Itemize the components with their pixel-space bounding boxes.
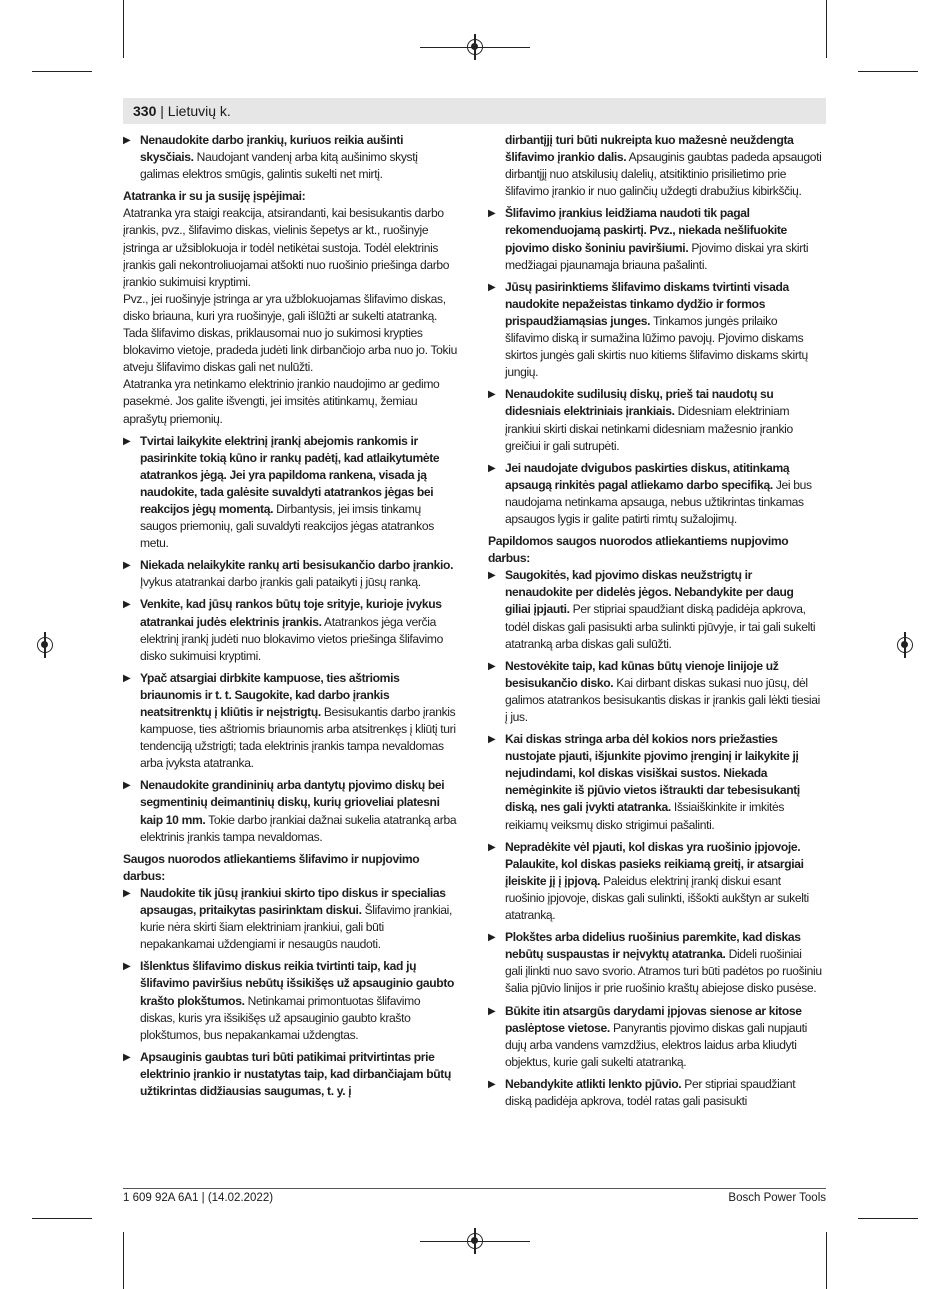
item-text: Šlifavimo įrankiai, kurie nėra skirti šiam elektriniam įrankiui, gali būti nepakankamai uždengiami ir nesaugūs naudoti. — [140, 903, 453, 952]
item-bold: Nenaudokite darbo įrankių, kuriuos reikia aušinti skysčiais. — [140, 133, 404, 165]
registration-mark-top — [467, 39, 483, 55]
crop-mark-top-left-h — [32, 71, 92, 72]
item-text: Tinkamos jungės prilaiko šlifavimo diską ir sumažina lūžimo pavojų. Pjovimo diskams skirtos jungės gali skirtis nuo kitiems šlifavimo diskams skirtų jungių. — [505, 313, 808, 380]
safety-item-recommended-use — [488, 205, 822, 273]
item-bold: Nenaudokite sudilusių diskų, prieš tai naudotų su didesniais elektriniais įrankiais. — [505, 387, 774, 419]
item-text: Pjovimo diskai yra skirti medžiagai pjaunamąja briauna pašalinti. — [505, 240, 809, 272]
item-bold: Nenaudokite grandininių arba dantytų pjovimo diskų bei segmentinių deimantinių diskų, kurių grioveliai platesni kaip 10 mm. — [140, 778, 445, 827]
item-bold: Išlenktus šlifavimo diskus reikia tvirtinti taip, kad jų šlifavimo paviršius nebūtų išsikišęs už apsauginio gaubto krašto plokštumos. — [140, 959, 455, 1008]
item-text: Kai dirbant diskas sukasi nuo jūsų, dėl galimos atatrankos besisukantis diskas ir įrankis gali lėkti tiesiai į jus. — [505, 675, 820, 724]
item-bold: Apsauginis gaubtas turi būti patikimai pritvirtintas prie elektrinio įrankio ir nustatytas taip, kad dirbančiajam būtų užtikrintas didžiausias saugumas, t. y. į — [140, 1049, 451, 1098]
safety-item-liquid-cooling — [123, 132, 457, 183]
bullet-icon: ▶ — [488, 570, 496, 582]
item-bold: Jūsų pasirinktiems šlifavimo diskams tvirtinti visada naudokite nepažeistas tinkamo dydžio ir formos prispaudžiamąsias junges. — [505, 279, 789, 328]
safety-item-stance — [488, 658, 822, 726]
safety-item-pocket-cuts — [488, 1003, 822, 1071]
safety-item-worn-discs — [488, 386, 822, 454]
registration-mark-bottom — [467, 1233, 483, 1249]
item-bold: Šlifavimo įrankius leidžiama naudoti tik pagal rekomenduojamą paskirtį. Pvz., niekada nešlifuokite pjovimo disko šoniniu paviršiumi. — [505, 206, 787, 255]
safety-item-saw-chain — [123, 777, 457, 845]
item-bold: Venkite, kad jūsų rankos būtų toje srityje, kurioje įvykus atatrankai judės elektrinis įrankis. — [140, 597, 442, 629]
item-bold: Plokštes arba didelius ruošinius paremkite, kad diskas nebūtų suspaustas ir neįvyktų atatranka. — [505, 930, 801, 962]
bullet-icon: ▶ — [488, 462, 496, 474]
item-text: Naudojant vandenį arba kitą aušinimo skystį galimas elektros smūgis, galintis sukelti net mirtį. — [140, 150, 418, 182]
bullet-icon: ▶ — [488, 660, 496, 672]
safety-item-curved-cut — [488, 1076, 822, 1110]
bullet-icon: ▶ — [488, 932, 496, 944]
page-header — [133, 102, 231, 120]
item-bold: Ypač atsargiai dirbkite kampuose, ties aštriomis briaunomis ir t. t. Saugokite, kad darbo įrankis neatsitrenktų į kliūtis ir neįstrigtų. — [140, 670, 400, 719]
bullet-icon: ▶ — [123, 961, 131, 973]
footer-doc-code: 1 609 92A 6A1 | (14.02.2022) — [123, 1192, 274, 1204]
item-bold: Saugokitės, kad pjovimo diskas neužstrigtų ir nenaudokite per didelės jėgos. Nebandykite per daug giliai įpjauti. — [505, 568, 794, 617]
bullet-icon: ▶ — [123, 887, 131, 899]
footer-brand: Bosch Power Tools — [728, 1192, 826, 1204]
header-separator: | — [160, 103, 164, 119]
item-bold: Nepradėkite vėl pjauti, kol diskas yra ruošinio įpjovoje. Palaukite, kol diskas pasieks reikiamą greitį, ir atsargiai įleiskite jį į įpjovą. — [505, 839, 804, 888]
item-text: Išsiaiškinkite ir imkitės reikiamų veiksmų disko strigimui pašalinti. — [505, 800, 785, 832]
safety-item-corners — [123, 670, 457, 773]
crop-mark-bottom-left-h — [32, 1218, 92, 1219]
item-text: Panyrantis pjovimo diskas gali nupjauti dujų arba vandens vamzdžius, elektros laidus arba kliudyti objektus, kurie gali sukelti atatranką. — [505, 1020, 808, 1069]
left-column — [123, 132, 457, 1105]
bullet-icon: ▶ — [123, 780, 131, 792]
safety-item-guard — [123, 1049, 457, 1100]
item-bold: dirbantįjį turi būti nukreipta kuo mažesnė neuždengta šlifavimo įrankio dalis. — [505, 133, 794, 165]
paragraph: Atatranka yra netinkamo elektrinio įrankio naudojimo ar gedimo pasekmė. Jos galite išvengti, jei imsitės atitinkamų, žemiau aprašytų priemonių. — [123, 377, 440, 426]
item-text: Dideli ruošiniai gali įlinkti nuo savo svorio. Atramos turi būti padėtos po ruošiniu šalia pjūvio linijos ir prie ruošinio kraštų abiejose disko pusėse. — [505, 947, 822, 996]
safety-item-hold-firmly — [123, 433, 457, 553]
bullet-icon: ▶ — [123, 435, 131, 447]
item-text: Netinkamai primontuotas šlifavimo diskas, kuris yra išsikišęs už apsauginio gaubto krašto plokštumos, bus nepakankamai uždengtas. — [140, 993, 421, 1042]
registration-mark-right — [897, 637, 913, 653]
section-heading-cutting: Papildomos saugos nuorodos atliekantiems nupjovimo darbus: — [488, 534, 789, 566]
bullet-icon: ▶ — [123, 672, 131, 684]
safety-item-disc-binding — [488, 731, 822, 834]
section-heading-kickback: Atatranka ir su ja susiję įspėjimai: — [123, 189, 306, 204]
section-heading-grinding: Saugos nuorodos atliekantiems šlifavimo ir nupjovimo darbus: — [123, 851, 420, 883]
item-text: Apsauginis gaubtas padeda apsaugoti dirbantįjį nuo atskilusių dalelių, atsitiktinio prisilietimo prie šlifavimo įrankio ir nuo galinčių uždegti drabužius kibirkščių. — [505, 150, 822, 199]
paragraph: Pvz., jei ruošinyje įstringa ar yra užblokuojamas šlifavimo diskas, disko briauna, kuri yra ruošinyje, gali išlūžti ar sukelti atatranką. Tada šlifavimo diskas, priklausomai nuo jo sukimosi krypties blokavimo vietoje, pradeda judėti link dirbančiojo arba nuo jo. Tokiu atveju šlifavimo diskas gali net nulūžti. — [123, 291, 457, 375]
safety-item-dual-purpose — [488, 460, 822, 528]
item-text: Per stipriai spaudžiant diską padidėja apkrova, todėl ratas gali pasisukti — [505, 1076, 796, 1108]
crop-mark-bottom-left-v — [123, 1232, 124, 1289]
safety-item-body-position — [123, 596, 457, 664]
right-column — [488, 132, 822, 1115]
safety-item-no-jamming — [488, 567, 822, 652]
bullet-icon: ▶ — [488, 1005, 496, 1017]
crop-mark-top-right-h — [858, 71, 918, 72]
item-text: Atatrankos jėga verčia elektrinį įrankį judėti nuo blokavimo vietos priešinga šlifavimo disko sukimuisi kryptimi. — [140, 614, 443, 663]
item-text: Įvykus atatrankai darbo įrankis gali pataikyti į jūsų ranką. — [140, 575, 421, 590]
crop-mark-bottom-right-v — [826, 1232, 827, 1289]
page-number: 330 — [133, 103, 157, 119]
item-bold: Nestovėkite taip, kad kūnas būtų vienoje linijoje už besisukančio disko. — [505, 658, 779, 690]
safety-item-support-panels — [488, 929, 822, 997]
bullet-icon: ▶ — [123, 560, 131, 572]
header-language: Lietuvių k. — [167, 103, 231, 119]
item-text: Dirbantysis, jei imsis tinkamų saugos priemonių, gali suvaldyti reakcijos jėgas atatrankos metu. — [140, 501, 434, 551]
bullet-icon: ▶ — [488, 841, 496, 853]
safety-item-disc-type — [123, 885, 457, 953]
item-bold: Jei naudojate dvigubos paskirties diskus, atitinkamą apsaugą rinkitės pagal atliekamo darbo specifiką. — [505, 460, 790, 492]
safety-item-depressed-centre — [123, 958, 457, 1043]
item-text: Paleidus elektrinį įrankį diskui esant ruošinio įpjovoje, diskas gali sulinkti, iššokti aukštyn ar sukelti atatranką. — [505, 873, 809, 923]
safety-item-flanges — [488, 279, 822, 382]
bullet-icon: ▶ — [488, 281, 496, 293]
safety-item-guard-continued — [488, 132, 822, 200]
item-text: Jei bus naudojama netinkama apsauga, nebus užtikrintas tinkamas apsaugos lygis ir galite patirti rimtų sužalojimų. — [505, 477, 812, 526]
bullet-icon: ▶ — [488, 208, 496, 220]
item-text: Besisukantis darbo įrankis kampuose, ties aštriomis briaunomis arba atsitrenkęs į kliūtį turi tendenciją užstrigti; tada elektrinis įrankis tampa nevaldomas arba įvyksta atatranka. — [140, 705, 456, 771]
item-bold: Niekada nelaikykite rankų arti besisukančio darbo įrankio. — [140, 558, 454, 573]
item-text: Tokie darbo įrankiai dažnai sukelia atatranką arba elektrinis įrankis tampa nevaldomas. — [140, 812, 457, 844]
item-bold: Naudokite tik jūsų įrankiui skirto tipo diskus ir specialias apsaugas, pritaikytas pasirinktam diskui. — [140, 885, 446, 918]
crop-mark-top-left-v — [123, 0, 124, 58]
item-text: Per stipriai spaudžiant diską padidėja apkrova, todėl diskas gali pasisukti arba sulinkti pjūvyje, ir tai gali sukelti atatranką arba diskas gali sulūžti. — [505, 602, 816, 651]
item-bold: Būkite itin atsargūs darydami įpjovas sienose ar kitose paslėptose vietose. — [505, 1003, 802, 1035]
bullet-icon: ▶ — [488, 734, 496, 746]
safety-item-hands-away — [123, 557, 457, 591]
item-bold: Kai diskas stringa arba dėl kokios nors priežasties nustojate pjauti, išjunkite pjovimo įrenginį ir laikykite jį nejudindami, kol diskas visiškai sustos. Niekada nemėginkite iš pjūvio vietos ištraukti dar tebesisukantį diską, nes gali įvykti atatranka. — [505, 732, 800, 815]
bullet-icon: ▶ — [123, 1051, 131, 1063]
paragraph: Atatranka yra staigi reakcija, atsirandanti, kai besisukantis darbo įrankis, pvz., šlifavimo diskas, vielinis šepetys ar kt., ruošinyje įstringa ar užsiblokuoja ir todėl netikėtai sustoja. Todėl elektrinis įrankis gali nekontroliuojamai atšokti nuo ruošinio priešinga darbo įrankio sukimuisi kryptimi. — [123, 206, 450, 289]
bullet-icon: ▶ — [488, 389, 496, 401]
crop-mark-bottom-right-h — [858, 1218, 918, 1219]
bullet-icon: ▶ — [123, 599, 131, 611]
crop-mark-top-right-v — [826, 0, 827, 58]
footer-divider — [123, 1188, 826, 1189]
safety-item-restart — [488, 839, 822, 924]
bullet-icon: ▶ — [123, 135, 131, 146]
item-text: Didesniam elektriniam įrankiui skirti diskai netinkami didesniam mažesnio įrankio greičiui ir gali sutrupėti. — [505, 404, 793, 453]
item-bold: Nebandykite atlikti lenkto pjūvio. — [505, 1076, 682, 1091]
bullet-icon: ▶ — [488, 1078, 496, 1090]
item-bold: Tvirtai laikykite elektrinį įrankį abejomis rankomis ir pasirinkite tokią kūno ir rankų padėtį, kad atlaikytumėte atatrankos jėgą. Jei yra papildoma rankena, visada ją naudokite, tada galėsite suvaldyti atatrankos jėgas bei reakcijos jėgų momentą. — [140, 433, 440, 516]
registration-mark-left — [37, 637, 53, 653]
